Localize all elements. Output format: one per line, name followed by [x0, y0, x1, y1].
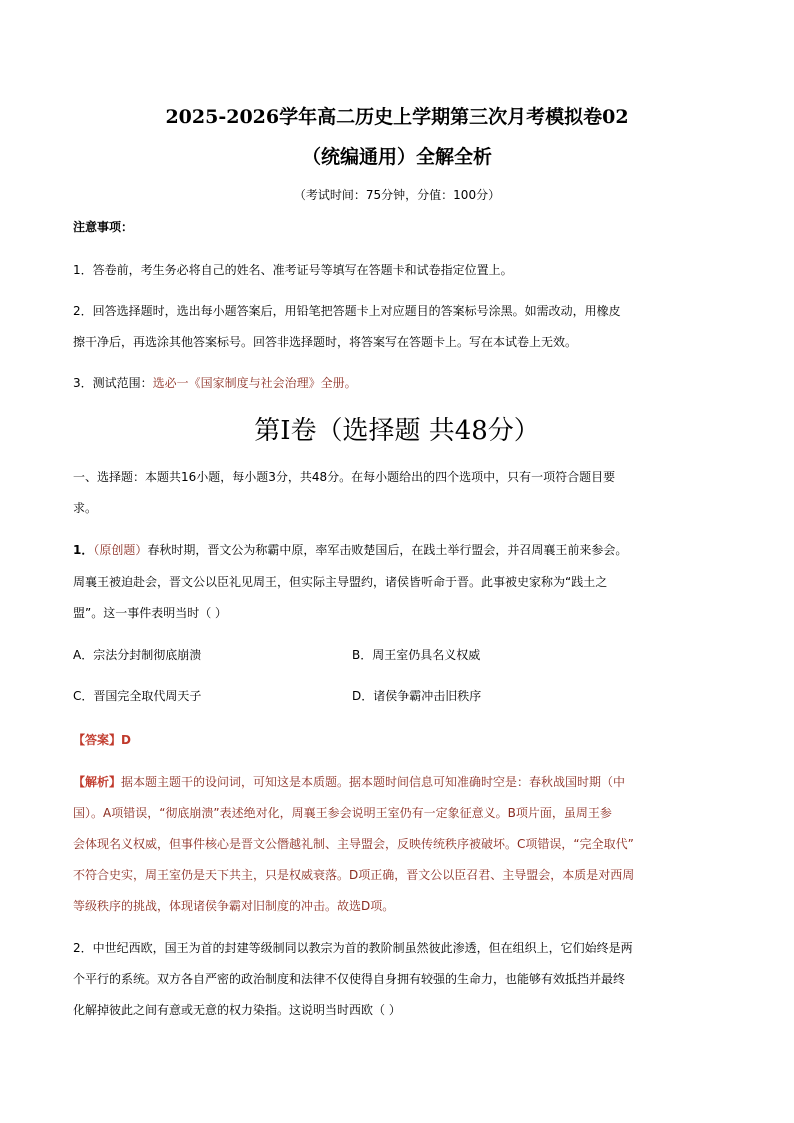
q1-number: 1．	[73, 543, 94, 557]
q1-analysis-label: 【解析】	[73, 775, 122, 789]
q1-analysis-line-4: 不符合史实，周王室仍是天下共主，只是权威衰落。D项正确，晋文公以臣召君、主导盟会，本质是对西周	[73, 868, 635, 882]
q1-tag: （原创题）	[93, 543, 148, 557]
notes-item-1: 1．答卷前，考生务必将自己的姓名、准考证号等填写在答题卡和试卷指定位置上。	[73, 263, 513, 277]
notes-item-2-line-1: 2．回答选择题时，选出每小题答案后，用铅笔把答题卡上对应题目的答案标号涂黑。如需改动，用橡皮	[73, 304, 621, 318]
q1-analysis-line-3: 会体现名义权威，但事件核心是晋文公僭越礼制、主导盟会，反映传统秩序被破坏。C项错误，“完全取代”	[73, 837, 634, 851]
q1-answer: 【答案】D	[73, 733, 131, 747]
notes-item-3	[73, 374, 357, 392]
section-intro-line-2: 求。	[73, 501, 98, 515]
notes-heading: 注意事项：	[73, 220, 134, 234]
section-intro-line-1: 一、选择题：本题共16小题，每小题3分，共48分。在每小题给出的四个选项中，只有一项符合题目要	[73, 470, 616, 484]
q1-analysis-line-1	[73, 773, 625, 791]
q1-line-3: 盟”。这一事件表明当时（ ）	[73, 606, 228, 620]
q1-option-a: A．宗法分封制彻底崩溃	[73, 648, 202, 662]
q1-analysis-text-1: 据本题主题干的设问词，可知这是本质题。据本题时间信息可知准确时空是：春秋战国时期（中	[121, 775, 626, 789]
test-scope: 选必一《国家制度与社会治理》全册。	[152, 376, 357, 390]
q1-line-2: 周襄王被迫赴会，晋文公以臣礼见周王，但实际主导盟约，诸侯皆听命于晋。此事被史家称为“践土之	[73, 575, 608, 589]
q1-option-c: C．晋国完全取代周天子	[73, 689, 202, 703]
title-line-1: 2025-2026学年高二历史上学期第三次月考模拟卷02	[165, 106, 629, 128]
q1-analysis-line-5: 等级秩序的挑战，体现诸侯争霸对旧制度的冲击。故选D项。	[73, 899, 395, 913]
section-title: 第Ⅰ卷（选择题 共48分）	[254, 416, 540, 446]
q1-option-d: D．诸侯争霸冲击旧秩序	[352, 689, 482, 703]
q2-line-2: 个平行的系统。双方各自严密的政治制度和法律不仅使得自身拥有较强的生命力，也能够有效抵挡并最终	[73, 972, 626, 986]
notes-item-2-line-2: 擦干净后，再选涂其他答案标号。回答非选择题时，将答案写在答题卡上。写在本试卷上无效。	[73, 335, 578, 349]
q1-option-b: B．周王室仍具名义权威	[352, 648, 481, 662]
q1-analysis-line-2: 国）。A项错误，“彻底崩溃”表述绝对化，周襄王参会说明王室仍有一定象征意义。B项片面，虽周王参	[73, 806, 612, 820]
title-line-2: （统编通用）全解全析	[301, 146, 492, 168]
q2-line-1: 2．中世纪西欧，国王为首的封建等级制同以教宗为首的教阶制虽然彼此渗透，但在组织上，它们始终是两	[73, 941, 633, 955]
q1-line-1	[73, 541, 627, 559]
q2-line-3: 化解掉彼此之间有意或无意的权力染指。这说明当时西欧（ ）	[73, 1003, 401, 1017]
notes-item-3-prefix: 3．测试范围：	[73, 376, 153, 390]
q1-stem-1: 春秋时期，晋文公为称霸中原，率军击败楚国后，在践土举行盟会，并召周襄王前来参会。	[147, 543, 628, 557]
exam-info: （考试时间：75分钟，分值：100分）	[293, 188, 501, 202]
